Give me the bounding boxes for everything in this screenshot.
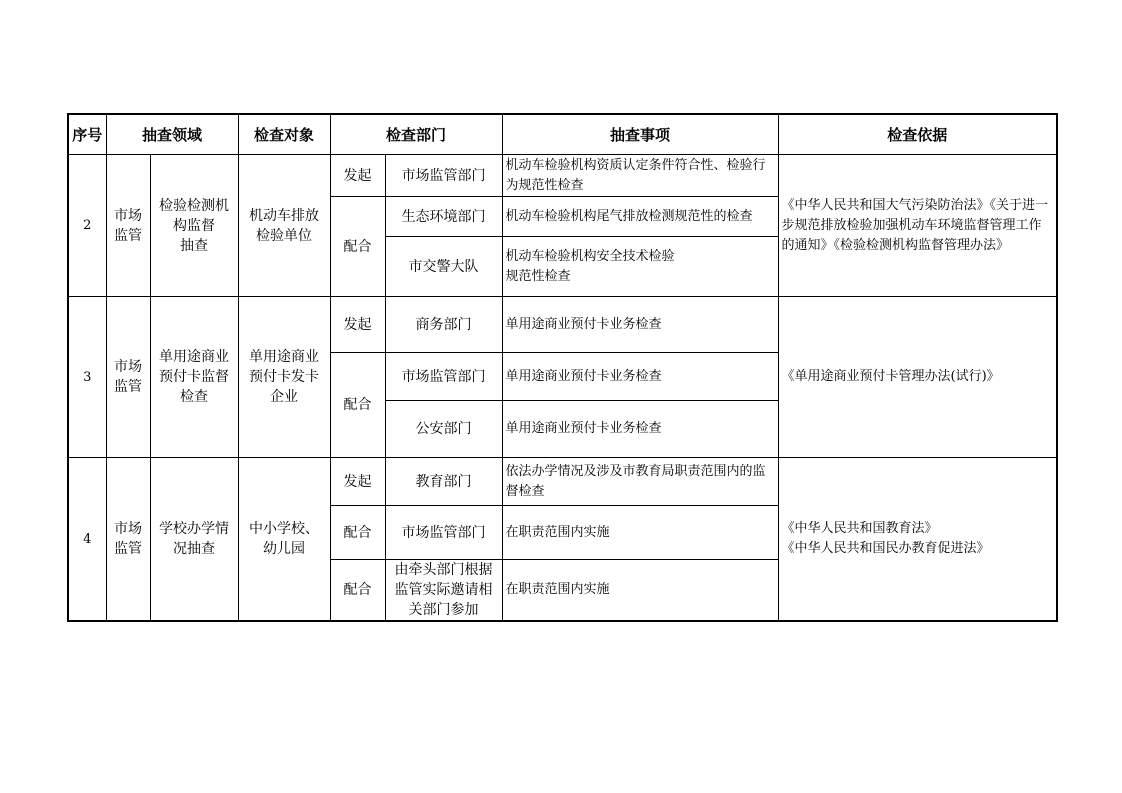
header-row — [68, 114, 1057, 155]
row-target: 机动车排放 检验单位 — [238, 155, 330, 297]
dept-role: 发起 — [330, 297, 385, 353]
check-item: 在职责范围内实施 — [502, 506, 778, 560]
dept-name: 商务部门 — [385, 297, 502, 353]
row-field-b: 学校办学情 况抽查 — [150, 458, 238, 622]
dept-role: 发起 — [330, 155, 385, 197]
dept-role: 配合 — [330, 353, 385, 458]
dept-name: 市场监管部门 — [385, 353, 502, 401]
inspection-table — [67, 113, 1058, 622]
check-basis: 《中华人民共和国教育法》 《中华人民共和国民办教育促进法》 — [778, 458, 1057, 622]
header-target: 检查对象 — [238, 114, 330, 155]
table-row — [68, 458, 1057, 506]
header-basis: 检查依据 — [778, 114, 1057, 155]
check-item: 在职责范围内实施 — [502, 560, 778, 622]
row-target: 单用途商业 预付卡发卡 企业 — [238, 297, 330, 458]
row-field-a: 市场 监管 — [106, 297, 150, 458]
dept-name: 公安部门 — [385, 401, 502, 458]
dept-name: 由牵头部门根据 监管实际邀请相 关部门参加 — [385, 560, 502, 622]
row-target: 中小学校、 幼儿园 — [238, 458, 330, 622]
check-item: 依法办学情况及涉及市教育局职责范围内的监督检查 — [502, 458, 778, 506]
dept-name: 生态环境部门 — [385, 197, 502, 237]
dept-role: 配合 — [330, 197, 385, 297]
row-field-b: 单用途商业 预付卡监督 检查 — [150, 297, 238, 458]
row-seq: 3 — [68, 297, 106, 458]
check-item: 机动车检验机构尾气排放检测规范性的检查 — [502, 197, 778, 237]
check-item: 单用途商业预付卡业务检查 — [502, 297, 778, 353]
row-field-a: 市场 监管 — [106, 458, 150, 622]
header-field: 抽查领域 — [106, 114, 238, 155]
dept-name: 市交警大队 — [385, 237, 502, 297]
table-row — [68, 155, 1057, 197]
header-items: 抽查事项 — [502, 114, 778, 155]
check-item: 单用途商业预付卡业务检查 — [502, 353, 778, 401]
row-seq: 4 — [68, 458, 106, 622]
dept-role: 配合 — [330, 560, 385, 622]
dept-name: 市场监管部门 — [385, 155, 502, 197]
row-field-a: 市场 监管 — [106, 155, 150, 297]
header-seq: 序号 — [68, 114, 106, 155]
row-field-b: 检验检测机 构监督 抽查 — [150, 155, 238, 297]
dept-role: 发起 — [330, 458, 385, 506]
check-item: 机动车检验机构资质认定条件符合性、检验行为规范性检查 — [502, 155, 778, 197]
check-basis: 《单用途商业预付卡管理办法(试行)》 — [778, 297, 1057, 458]
check-item: 机动车检验机构安全技术检验 规范性检查 — [502, 237, 778, 297]
check-basis: 《中华人民共和国大气污染防治法》《关于进一步规范排放检验加强机动车环境监督管理工作的通知》《检验检测机构监督管理办法》 — [778, 155, 1057, 297]
row-seq: 2 — [68, 155, 106, 297]
dept-role: 配合 — [330, 506, 385, 560]
header-dept: 检查部门 — [330, 114, 502, 155]
check-item: 单用途商业预付卡业务检查 — [502, 401, 778, 458]
dept-name: 市场监管部门 — [385, 506, 502, 560]
dept-name: 教育部门 — [385, 458, 502, 506]
table-row — [68, 297, 1057, 353]
